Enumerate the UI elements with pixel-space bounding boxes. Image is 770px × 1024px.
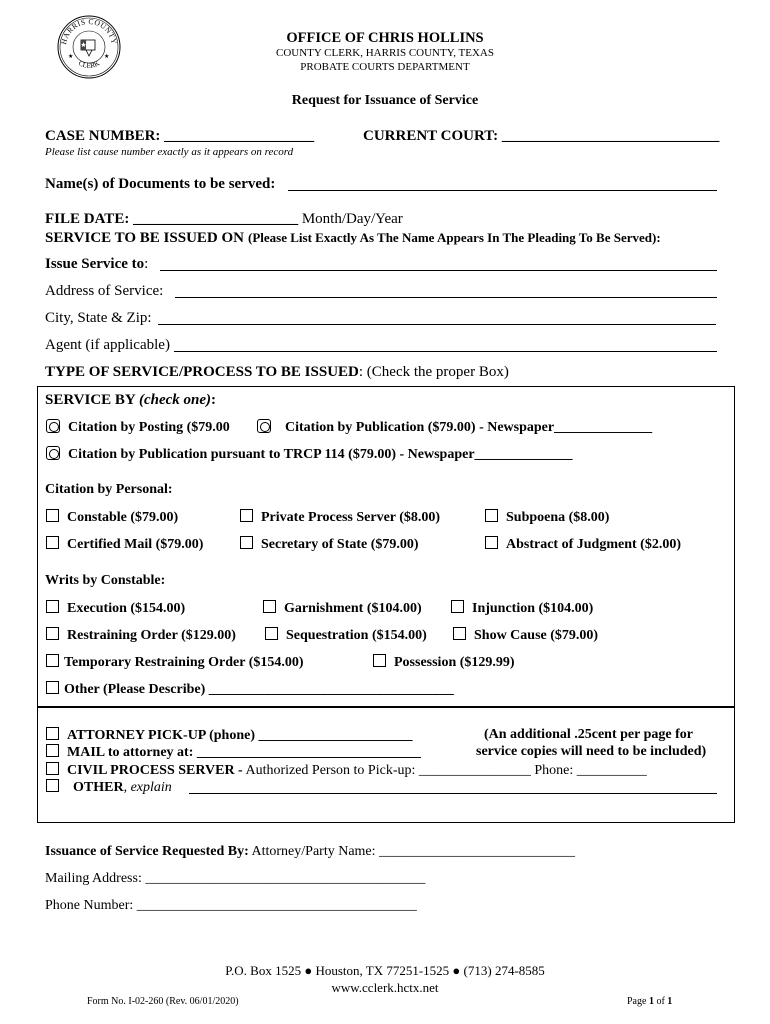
other-delivery-field[interactable] xyxy=(189,793,717,794)
restraining-order-checkbox[interactable] xyxy=(46,627,59,640)
option-other-delivery[interactable]: OTHER, explain xyxy=(46,779,172,796)
possession-checkbox[interactable] xyxy=(373,654,386,667)
garnishment-checkbox[interactable] xyxy=(263,600,276,613)
trcp-radio[interactable] xyxy=(46,446,60,460)
sequestration-checkbox[interactable] xyxy=(265,627,278,640)
fee-note-2: service copies will need to be included) xyxy=(476,744,707,759)
secretary-of-state-checkbox[interactable] xyxy=(240,536,253,549)
seal-top-text: HARRIS COUNTY xyxy=(59,16,119,46)
tro-checkbox[interactable] xyxy=(46,654,59,667)
city-field[interactable] xyxy=(158,324,716,325)
service-on-row xyxy=(45,229,661,247)
posting-radio[interactable] xyxy=(46,419,60,433)
documents-field[interactable] xyxy=(288,190,717,191)
other-delivery-checkbox[interactable] xyxy=(46,779,59,792)
civil-process-checkbox[interactable] xyxy=(46,762,59,775)
requested-by[interactable]: Issuance of Service Requested By: Attorney/Party Name: ____________________________ xyxy=(45,844,576,859)
city-label: City, State & Zip: xyxy=(45,310,152,326)
svg-text:★: ★ xyxy=(104,54,110,60)
agent-label: Agent (if applicable) xyxy=(45,337,170,353)
subpoena-checkbox[interactable] xyxy=(485,509,498,522)
current-court-field[interactable]: CURRENT COURT: _____________________________ xyxy=(363,128,720,144)
office-subtitle-1: COUNTY CLERK, HARRIS COUNTY, TEXAS xyxy=(276,47,494,59)
show-cause-checkbox[interactable] xyxy=(453,627,466,640)
seal-bottom-text: CLERK xyxy=(77,59,101,70)
execution-checkbox[interactable] xyxy=(46,600,59,613)
file-date-format: Month/Day/Year xyxy=(301,211,403,227)
case-number-note: Please list cause number exactly as it appears on record xyxy=(45,146,294,158)
option-tro[interactable]: Temporary Restraining Order ($154.00) xyxy=(46,654,304,671)
option-execution[interactable]: Execution ($154.00) xyxy=(46,600,185,617)
other-writ-checkbox[interactable] xyxy=(46,681,59,694)
option-other-writ[interactable]: Other (Please Describe) ___________________________________ xyxy=(46,681,454,698)
option-subpoena[interactable]: Subpoena ($8.00) xyxy=(485,509,609,526)
injunction-checkbox[interactable] xyxy=(451,600,464,613)
type-of-service: TYPE OF SERVICE/PROCESS TO BE ISSUED: (Check the proper Box) xyxy=(45,364,509,380)
phone-number-field[interactable]: Phone Number: ________________________________________ xyxy=(45,898,417,913)
option-mail-attorney[interactable]: MAIL to attorney at: ________________________________ xyxy=(46,744,421,761)
option-sequestration[interactable]: Sequestration ($154.00) xyxy=(265,627,427,644)
address-field[interactable] xyxy=(175,297,717,298)
personal-heading: Citation by Personal: xyxy=(45,482,173,497)
constable-checkbox[interactable] xyxy=(46,509,59,522)
bullet-icon: ● xyxy=(304,963,313,978)
option-publication[interactable]: Citation by Publication ($79.00) - Newspaper______________ xyxy=(257,419,652,436)
certified-mail-checkbox[interactable] xyxy=(46,536,59,549)
option-show-cause[interactable]: Show Cause ($79.00) xyxy=(453,627,598,644)
option-attorney-pickup[interactable]: ATTORNEY PICK-UP (phone) ______________________ xyxy=(46,727,412,744)
option-private-process[interactable]: Private Process Server ($8.00) xyxy=(240,509,440,526)
mailing-address-field[interactable]: Mailing Address: ________________________________________ xyxy=(45,871,426,886)
service-by-heading: SERVICE BY (check one): xyxy=(45,392,217,408)
option-trcp[interactable]: Citation by Publication pursuant to TRCP 114 ($79.00) - Newspaper______________ xyxy=(46,446,573,463)
publication-radio[interactable] xyxy=(257,419,271,433)
file-date-row xyxy=(45,211,403,228)
service-on-note: (Please List Exactly As The Name Appears In The Pleading To Be Served): xyxy=(248,230,661,245)
writs-heading: Writs by Constable: xyxy=(45,573,166,588)
form-number: Form No. I-02-260 (Rev. 06/01/2020) xyxy=(87,996,239,1007)
option-abstract[interactable]: Abstract of Judgment ($2.00) xyxy=(485,536,681,553)
option-posting[interactable]: Citation by Posting ($79.00 xyxy=(46,419,230,436)
service-on-label: SERVICE TO BE ISSUED ON xyxy=(45,230,244,246)
issue-service-field[interactable] xyxy=(160,270,717,271)
file-date-field[interactable]: FILE DATE: ______________________ xyxy=(45,211,299,227)
private-process-checkbox[interactable] xyxy=(240,509,253,522)
address-label: Address of Service: xyxy=(45,283,164,299)
footer-contact: P.O. Box 1525 ● Houston, TX 77251-1525 ● (713) 274-8585 xyxy=(225,963,545,978)
attorney-pickup-checkbox[interactable] xyxy=(46,727,59,740)
office-title: OFFICE OF CHRIS HOLLINS xyxy=(286,30,484,46)
form-title: Request for Issuance of Service xyxy=(291,93,479,108)
option-constable[interactable]: Constable ($79.00) xyxy=(46,509,178,526)
office-subtitle-2: PROBATE COURTS DEPARTMENT xyxy=(300,61,470,73)
option-possession[interactable]: Possession ($129.99) xyxy=(373,654,515,671)
fee-note-1: (An additional .25cent per page for xyxy=(484,727,693,742)
abstract-checkbox[interactable] xyxy=(485,536,498,549)
option-garnishment[interactable]: Garnishment ($104.00) xyxy=(263,600,422,617)
mail-attorney-checkbox[interactable] xyxy=(46,744,59,757)
option-certified-mail[interactable]: Certified Mail ($79.00) xyxy=(46,536,203,553)
agent-field[interactable] xyxy=(174,351,717,352)
option-injunction[interactable]: Injunction ($104.00) xyxy=(451,600,593,617)
documents-label: Name(s) of Documents to be served: xyxy=(45,176,276,192)
case-number-field[interactable]: CASE NUMBER: ____________________ xyxy=(45,128,315,144)
svg-text:★: ★ xyxy=(68,54,74,60)
page-number: Page 1 of 1 xyxy=(627,996,673,1007)
footer-website[interactable]: www.cclerk.hctx.net xyxy=(331,980,439,995)
issue-service-label: Issue Service to: xyxy=(45,256,149,272)
option-secretary-of-state[interactable]: Secretary of State ($79.00) xyxy=(240,536,419,553)
bullet-icon: ● xyxy=(452,963,461,978)
option-civil-process[interactable]: CIVIL PROCESS SERVER - Authorized Person to Pick-up: ________________ Phone: __________ xyxy=(46,762,647,779)
option-restraining-order[interactable]: Restraining Order ($129.00) xyxy=(46,627,236,644)
